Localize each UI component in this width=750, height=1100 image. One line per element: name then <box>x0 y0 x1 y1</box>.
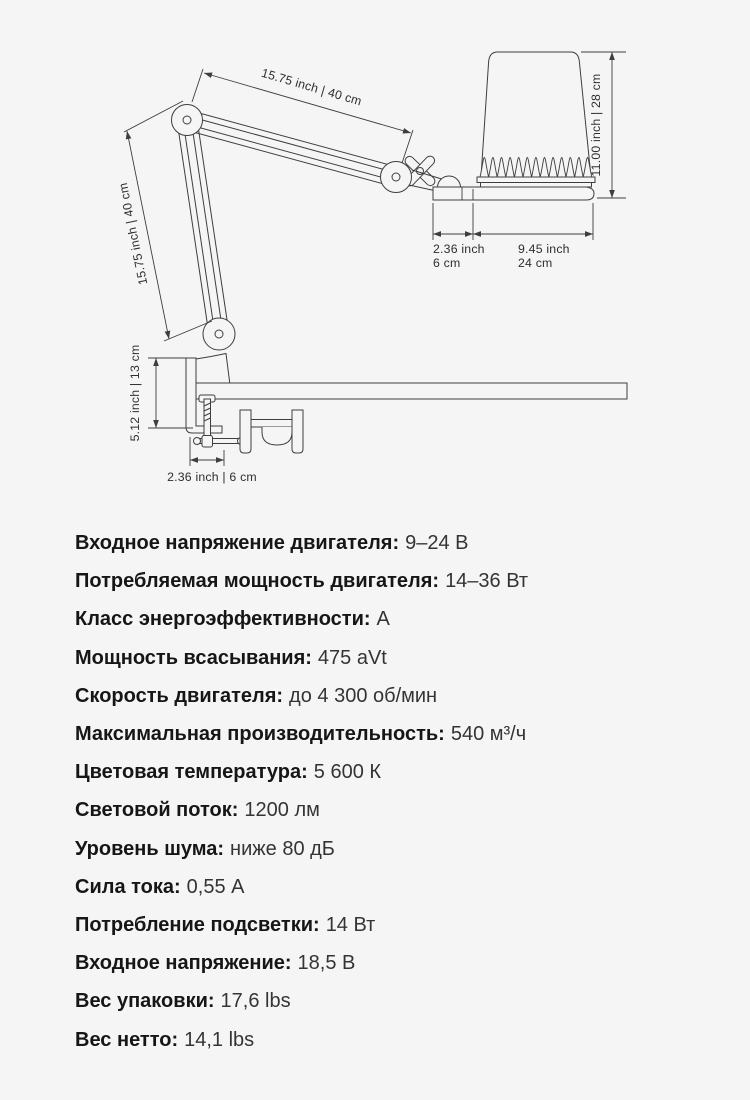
spec-row <box>75 639 720 677</box>
spec-value: А <box>376 608 390 631</box>
spec-value: 17,6 lbs <box>220 990 291 1013</box>
spec-value: 540 м³/ч <box>450 723 527 746</box>
spec-row <box>75 906 720 944</box>
dim-upper-arm-label: 15.75 inch | 40 cm <box>259 65 364 109</box>
spec-value: 14–36 Вт <box>445 570 529 593</box>
spec-label: Потребляемая мощность двигателя: <box>75 570 440 593</box>
dim-head-height-label: 11.00 inch | 28 cm <box>589 73 603 177</box>
lamp-dimensions-diagram <box>0 0 750 520</box>
head-base-plate <box>433 187 594 200</box>
spec-row <box>75 677 720 715</box>
spec-row <box>75 1021 720 1059</box>
spec-value: 18,5 В <box>297 952 356 975</box>
head-mount-dome <box>438 176 461 188</box>
clamp-upright <box>192 354 230 386</box>
spec-value: до 4 300 об/мин <box>289 684 438 707</box>
spec-label: Класс энергоэффективности: <box>75 608 371 631</box>
spec-value: 9–24 В <box>405 532 469 554</box>
spec-row <box>75 753 720 791</box>
dim-head-base-line1: 9.45 inch <box>518 242 570 256</box>
head-ring-band <box>481 183 592 188</box>
spec-value: 5 600 К <box>313 761 382 784</box>
spec-row <box>75 791 720 829</box>
spec-label: Скорость двигателя: <box>75 684 284 707</box>
spec-value: 14 Вт <box>325 914 376 937</box>
dim-clamp-height-label: 5.12 inch | 13 cm <box>128 344 142 442</box>
spec-row <box>75 868 720 906</box>
spec-row <box>75 944 720 982</box>
spec-row <box>75 982 720 1020</box>
under-table-bracket <box>240 410 303 453</box>
spec-row <box>75 830 720 868</box>
clamp-screw <box>204 399 211 438</box>
dim-head-offset <box>433 203 593 270</box>
dim-head-offset-line2: 6 cm <box>433 256 461 270</box>
spec-value: 1200 лм <box>244 799 320 822</box>
spec-label: Входное напряжение двигателя: <box>75 532 400 554</box>
spec-value: ниже 80 дБ <box>230 837 335 860</box>
spec-value: 0,55 А <box>186 875 245 898</box>
wrist-joint <box>381 162 412 193</box>
spec-label: Максимальная производительность: <box>75 723 445 746</box>
clamp-screw-handle <box>194 436 245 448</box>
arm-lower-segment <box>177 119 229 336</box>
spec-label: Входное напряжение: <box>75 952 292 975</box>
spec-label: Уровень шума: <box>75 837 225 860</box>
spec-row <box>75 600 720 638</box>
elbow-joint <box>172 105 203 136</box>
spec-label: Мощность всасывания: <box>75 646 312 669</box>
table-surface <box>190 383 627 399</box>
spec-label: Потребление подсветки: <box>75 914 320 937</box>
spec-row <box>75 715 720 753</box>
dim-head-base-line2: 24 cm <box>518 256 553 270</box>
dim-lower-arm-label: 15.75 inch | 40 cm <box>115 181 151 287</box>
spec-label: Вес упаковки: <box>75 990 215 1013</box>
spec-list <box>75 524 720 1059</box>
dim-head-offset-line1: 2.36 inch <box>433 242 485 256</box>
spec-label: Световой поток: <box>75 799 239 822</box>
arm-upper-segment <box>184 110 398 186</box>
dim-upper-arm <box>192 66 413 163</box>
spec-label: Цветовая температура: <box>75 761 308 784</box>
dim-clamp-depth-label: 2.36 inch | 6 cm <box>167 470 257 484</box>
spec-value: 14,1 lbs <box>184 1028 255 1051</box>
dim-clamp-height <box>128 345 193 442</box>
spec-row <box>75 524 720 562</box>
head-ring-band <box>477 177 595 183</box>
spec-value: 475 aVt <box>317 646 387 669</box>
spec-label: Вес нетто: <box>75 1028 179 1051</box>
spec-label: Сила тока: <box>75 875 181 898</box>
spec-row <box>75 562 720 600</box>
